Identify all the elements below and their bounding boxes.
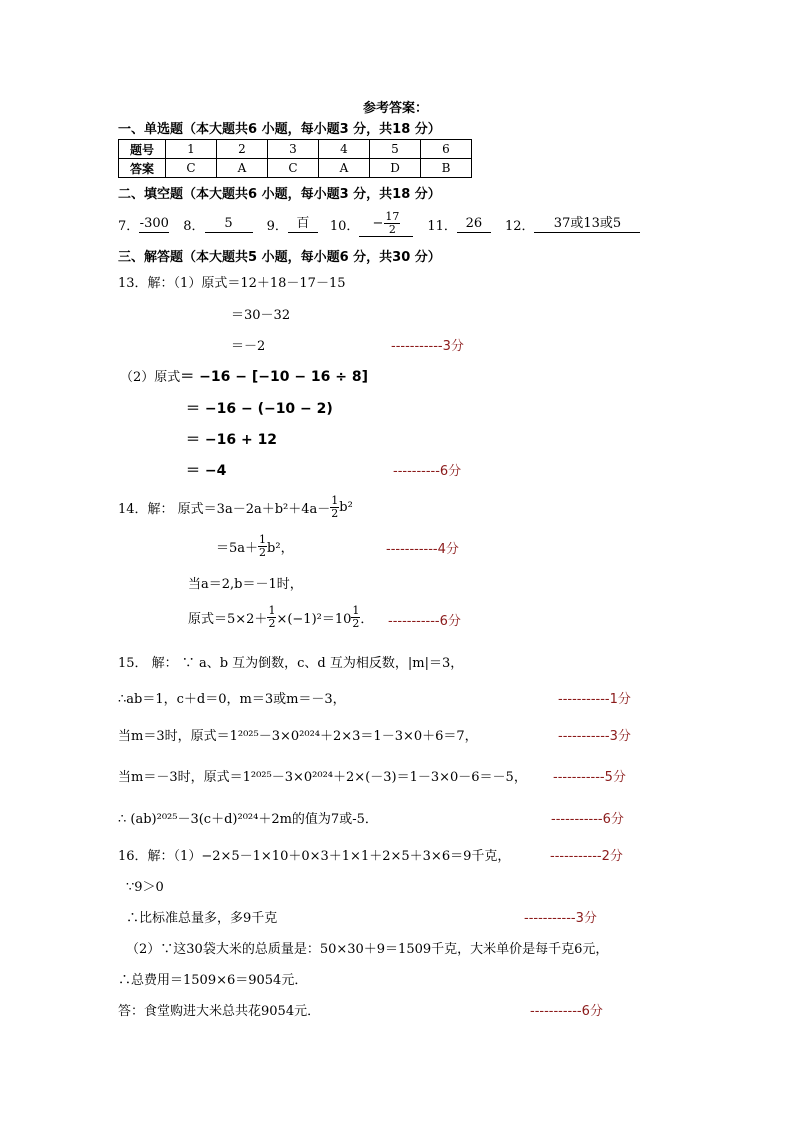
item-label: 12． xyxy=(504,218,535,234)
table-cell: 5 xyxy=(370,140,421,159)
q13-line7: ＝ −4 xyxy=(186,463,227,479)
fraction xyxy=(330,495,339,520)
q13-line4 xyxy=(120,366,368,386)
blank-answer: 5 xyxy=(205,216,253,233)
table-row xyxy=(119,140,472,159)
table-cell: B xyxy=(421,159,472,178)
item-label: 8． xyxy=(183,218,205,234)
denominator: 2 xyxy=(352,616,360,630)
score-mark: ----------6分 xyxy=(393,464,462,479)
denominator: 2 xyxy=(259,545,267,559)
q14-line2 xyxy=(216,529,294,563)
score-mark: -----------1分 xyxy=(558,692,631,707)
fraction xyxy=(258,534,267,559)
q13-line3: ＝－2 xyxy=(231,339,266,354)
q13-line1: 13．解：（1）原式＝12＋18－17－15 xyxy=(118,276,346,291)
q14-line3: 当a＝2,b＝－1时， xyxy=(188,577,303,592)
item-label: 10． xyxy=(329,218,360,234)
q16-line1: 16．解：（1）−2×5－1×10＋0×3＋1×1＋2×5＋3×6＝9千克， xyxy=(118,849,511,864)
blank-answer-fraction xyxy=(359,211,413,237)
section2-heading: 二、填空题（本大题共6 小题，每小题3 分，共18 分） xyxy=(118,187,441,202)
fraction xyxy=(351,605,360,630)
fraction xyxy=(384,211,400,236)
fill-blank-answers xyxy=(118,208,640,240)
table-cell: 1 xyxy=(166,140,217,159)
score-mark: -----------3分 xyxy=(524,911,597,926)
q15-line4: 当m＝－3时，原式＝1²⁰²⁵－3×0²⁰²⁴＋2×(－3)＝1－3×0－6＝－5， xyxy=(118,770,527,785)
numerator: 1 xyxy=(268,603,276,617)
fraction-sign: − xyxy=(372,216,384,231)
score-mark: -----------6分 xyxy=(551,812,624,827)
section1-heading: 一、单选题（本大题共6 小题，每小题3 分，共18 分） xyxy=(118,122,441,137)
q13-line5: ＝ −16 − (−10 − 2) xyxy=(186,401,333,417)
blank-answer: -300 xyxy=(139,215,169,231)
q13-expr: ＝ −16 − [−10 − 16 ÷ 8] xyxy=(180,369,369,385)
score-mark: -----------4分 xyxy=(386,542,459,557)
q15-line2: ∴ab＝1，c＋d＝0，m＝3或m＝－3， xyxy=(118,692,346,707)
q14-line1 xyxy=(118,490,353,524)
table-cell: A xyxy=(319,159,370,178)
item-label: 11． xyxy=(427,218,457,234)
q16-line5: ∴总费用＝1509×6＝9054元． xyxy=(118,973,308,988)
q14-expr-start: ＝5a＋ xyxy=(216,540,259,556)
q14-expr-start: 原式＝5×2＋ xyxy=(188,611,268,627)
numerator: 1 xyxy=(259,532,267,546)
answer-table xyxy=(118,139,472,178)
table-cell: C xyxy=(268,159,319,178)
q14-expr-tail: ． xyxy=(360,611,374,627)
numerator: 17 xyxy=(385,210,400,223)
blank-answer: 37或13或5 xyxy=(534,216,640,233)
score-mark: -----------3分 xyxy=(558,729,631,744)
score-mark: -----------6分 xyxy=(530,1004,603,1019)
score-mark: -----------5分 xyxy=(553,770,626,785)
q14-expr-tail: b² xyxy=(339,499,353,515)
score-mark: -----------6分 xyxy=(388,614,461,629)
score-mark: -----------3分 xyxy=(391,339,464,354)
q14-expr-tail: b²， xyxy=(267,540,294,556)
numerator: 1 xyxy=(352,603,360,617)
q14-expr-mid: ×(−1)²＝10 xyxy=(276,611,352,627)
q13-line6: ＝ −16 + 12 xyxy=(186,432,278,448)
table-cell: 6 xyxy=(421,140,472,159)
numerator: 1 xyxy=(331,493,339,507)
table-cell: 2 xyxy=(217,140,268,159)
blank-answer: 百 xyxy=(288,216,318,233)
table-cell: 4 xyxy=(319,140,370,159)
item-label: 9． xyxy=(266,218,288,234)
q16-line2: ∵9＞0 xyxy=(126,880,164,895)
q16-line3: ∴比标准总量多，多9千克 xyxy=(126,911,278,926)
q14-expr-start: 14．解： 原式＝3a－2a＋b²＋4a－ xyxy=(118,501,331,517)
q16-line6: 答：食堂购进大米总共花9054元． xyxy=(118,1004,321,1019)
q13-part2-label: （2）原式 xyxy=(120,370,181,385)
q15-line1: 15． 解： ∵ a、b 互为倒数，c、d 互为相反数，|m|＝3， xyxy=(118,656,464,671)
table-cell: D xyxy=(370,159,421,178)
page-title: 参考答案： xyxy=(363,101,429,116)
table-cell: C xyxy=(166,159,217,178)
q16-line4: （2）∵这30袋大米的总质量是：50×30＋9＝1509千克，大米单价是每千克6元， xyxy=(126,942,609,957)
table-cell: 3 xyxy=(268,140,319,159)
q15-line3: 当m＝3时，原式＝1²⁰²⁵－3×0²⁰²⁴＋2×3＝1－3×0＋6＝7， xyxy=(118,729,478,744)
row-header-number: 题号 xyxy=(119,140,166,159)
q14-line4 xyxy=(188,600,373,634)
item-label: 7． xyxy=(118,218,140,234)
q15-line5: ∴ (ab)²⁰²⁵－3(c＋d)²⁰²⁴＋2m的值为7或-5． xyxy=(118,812,378,827)
section3-heading: 三、解答题（本大题共5 小题，每小题6 分，共30 分） xyxy=(118,250,441,265)
denominator: 2 xyxy=(268,616,276,630)
blank-answer: 26 xyxy=(457,216,491,233)
table-row xyxy=(119,159,472,178)
score-mark: -----------2分 xyxy=(550,849,623,864)
denominator: 2 xyxy=(388,223,396,236)
table-cell: A xyxy=(217,159,268,178)
row-header-answer: 答案 xyxy=(119,159,166,178)
denominator: 2 xyxy=(331,506,339,520)
q13-line2: ＝30－32 xyxy=(231,308,291,323)
fraction xyxy=(267,605,276,630)
